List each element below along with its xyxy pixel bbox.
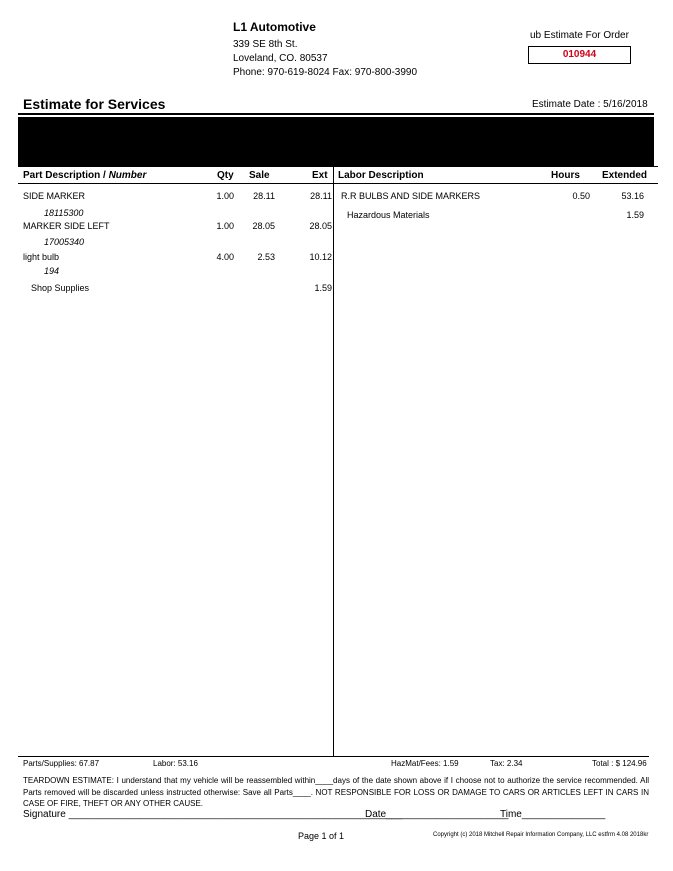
hazardous-materials-extended: 1.59: [626, 210, 644, 220]
labor-description-header: Labor Description: [338, 170, 424, 181]
labor-total: Labor: 53.16: [153, 759, 198, 768]
part-row-3-ext: 10.12: [309, 252, 332, 262]
part-row-1-number: 18115300: [44, 208, 84, 218]
header-bottom-rule: [18, 183, 658, 184]
title-rule: [18, 113, 654, 115]
part-row-1-ext: 28.11: [310, 191, 332, 201]
part-row-1-description: SIDE MARKER: [23, 191, 86, 201]
part-row-2-sale: 28.05: [252, 221, 275, 231]
part-row-1-sale: 28.11: [253, 191, 275, 201]
hours-header: Hours: [551, 170, 580, 181]
estimate-date: Estimate Date : 5/16/2018: [532, 99, 648, 110]
qty-header: Qty: [217, 170, 234, 181]
sub-estimate-label: ub Estimate For Order: [530, 30, 629, 41]
part-row-1-qty: 1.00: [216, 191, 234, 201]
part-row-2-ext: 28.05: [309, 221, 332, 231]
copyright-notice: Copyright (c) 2018 Mitchell Repair Information Company, LLC estfrm 4.08 2018kr: [433, 832, 649, 838]
hazmat-fees-total: HazMat/Fees: 1.59: [391, 759, 459, 768]
date-line: Date______________________: [365, 809, 509, 820]
tax-total: Tax: 2.34: [490, 759, 523, 768]
totals-rule: [18, 756, 649, 757]
extended-header: Extended: [602, 170, 648, 181]
part-row-2-qty: 1.00: [216, 221, 234, 231]
hazardous-materials-label: Hazardous Materials: [347, 210, 430, 220]
sale-header: Sale: [249, 170, 270, 181]
part-row-3-number: 194: [44, 266, 60, 276]
ext-header: Ext: [312, 170, 328, 181]
part-description-header: Part Description / Number: [23, 170, 147, 181]
shop-supplies-label: Shop Supplies: [31, 283, 90, 293]
grand-total: Total : $ 124.96: [592, 759, 647, 768]
company-name: L1 Automotive: [233, 20, 316, 34]
part-row-3-description: light bulb: [23, 252, 60, 262]
teardown-disclaimer: TEARDOWN ESTIMATE: I understand that my vehicle will be reassembled within____days of the date shown above if I choose not to authorize the service recommended. All Parts removed will be discarded unless instructed otherwise: Save all Parts____. NOT RESPONSIBLE FOR LOSS OR DAMAGE TO CARS OR ARTICLES LEFT IN CARS IN CASE OF FIRE, THEFT OR ANY OTHER CAUSE.: [23, 776, 649, 808]
labor-row-1-extended: 53.16: [621, 191, 644, 201]
shop-supplies-ext: 1.59: [314, 283, 332, 293]
company-city: Loveland, CO. 80537: [233, 53, 328, 64]
labor-row-1-hours: 0.50: [572, 191, 590, 201]
page-number: Page 1 of 1: [298, 831, 345, 841]
signature-line: Signature ____________________________________________________________: [23, 809, 403, 820]
company-phone-fax: Phone: 970-619-8024 Fax: 970-800-3990: [233, 67, 418, 78]
company-street: 339 SE 8th St.: [233, 39, 298, 50]
header-top-rule: [18, 166, 658, 167]
part-row-3-qty: 4.00: [216, 252, 234, 262]
redaction-band: [18, 117, 654, 166]
part-row-2-description: MARKER SIDE LEFT: [23, 221, 110, 231]
order-number-box: 010944: [528, 46, 631, 64]
parts-supplies-total: Parts/Supplies: 67.87: [23, 759, 100, 768]
part-row-2-number: 17005340: [44, 237, 85, 247]
part-row-3-sale: 2.53: [257, 252, 275, 262]
time-line: Time_______________: [500, 809, 606, 820]
column-divider: [333, 165, 334, 756]
labor-row-1-description: R.R BULBS AND SIDE MARKERS: [341, 191, 481, 201]
document-title: Estimate for Services: [23, 96, 166, 112]
